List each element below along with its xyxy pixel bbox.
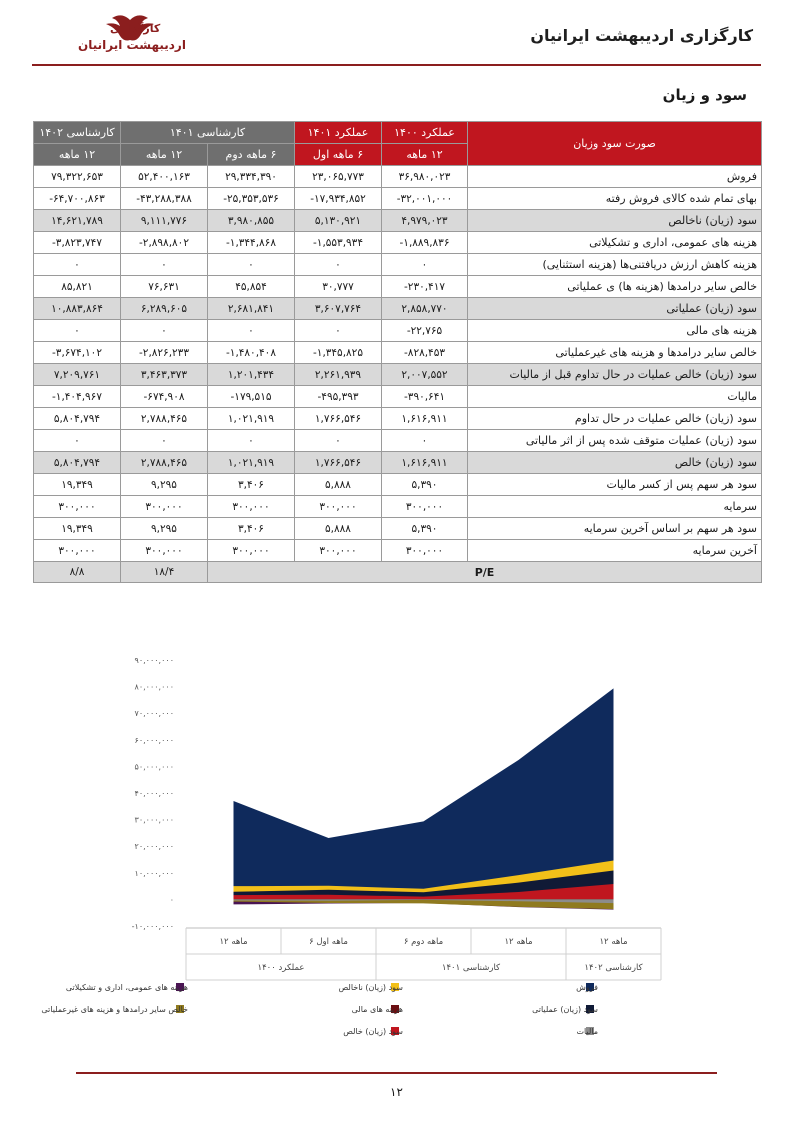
row-value: -۴۳,۲۸۸,۳۸۸	[121, 188, 208, 210]
x-tick-label: ۱۲ ماهه	[599, 937, 628, 947]
x-group-label: کارشناسی ۱۴۰۱	[441, 963, 501, 973]
row-value: ۷,۲۰۹,۷۶۱	[34, 364, 121, 386]
table-row	[34, 430, 762, 452]
row-value: -۶۷۴,۹۰۸	[121, 386, 208, 408]
company-name: کارگزاری اردیبهشت ایرانیان	[530, 26, 753, 45]
legend-label: خالص سایر درامدها و هزینه های غیرعملیاتی	[41, 1005, 188, 1014]
table-row	[34, 386, 762, 408]
row-value: ۳۰۰,۰۰۰	[121, 496, 208, 518]
row-value: ۱,۷۶۶,۵۴۶	[295, 408, 382, 430]
row-label: سود (زیان) خالص عملیات در حال تداوم قبل از مالیات	[468, 364, 762, 386]
row-value: ۲,۷۸۸,۴۶۵	[121, 408, 208, 430]
period-header: ۶ ماهه اول	[295, 144, 382, 166]
row-value: -۳,۸۲۳,۷۴۷	[34, 232, 121, 254]
group-header-1401-actual: عملکرد ۱۴۰۱	[295, 122, 382, 144]
row-value: ۴۵,۸۵۴	[208, 276, 295, 298]
row-value: ۳۰۰,۰۰۰	[382, 496, 468, 518]
row-value: -۱۷۹,۵۱۵	[208, 386, 295, 408]
row-value: ۲,۷۸۸,۴۶۵	[121, 452, 208, 474]
table-row	[34, 210, 762, 232]
period-header: ۱۲ ماهه	[121, 144, 208, 166]
y-tick-label: -۱۰,۰۰۰,۰۰۰	[131, 922, 174, 931]
y-tick-label: ۴۰,۰۰۰,۰۰۰	[134, 789, 174, 798]
period-header: ۱۲ ماهه	[34, 144, 121, 166]
y-tick-label: ۱۰,۰۰۰,۰۰۰	[134, 868, 174, 878]
table-row	[34, 540, 762, 562]
period-header: ۶ ماهه دوم	[208, 144, 295, 166]
row-value: ۵,۸۸۸	[295, 518, 382, 540]
x-group-label: کارشناسی ۱۴۰۲	[584, 963, 643, 973]
row-value: -۳۲,۰۰۱,۰۰۰	[382, 188, 468, 210]
pe-value-1402: ۸/۸	[34, 562, 121, 583]
x-group-label: عملکرد ۱۴۰۰	[257, 963, 305, 973]
row-value: ۰	[208, 430, 295, 452]
table-row	[34, 276, 762, 298]
row-value: ۱,۰۲۱,۹۱۹	[208, 452, 295, 474]
row-value: ۵,۸۰۴,۷۹۴	[34, 452, 121, 474]
row-value: ۰	[121, 430, 208, 452]
row-label: سود (زیان) عملیاتی	[468, 298, 762, 320]
legend-label: فروش	[576, 983, 598, 992]
legend-label: سود (زیان) ناخالص	[338, 983, 403, 992]
row-value: ۰	[121, 320, 208, 342]
legend-label: مالیات	[576, 1027, 598, 1036]
row-value: -۲,۸۹۸,۸۰۲	[121, 232, 208, 254]
row-value: ۲۹,۳۳۴,۳۹۰	[208, 166, 295, 188]
page-number: ۱۲	[390, 1085, 403, 1099]
row-label: سود (زیان) عملیات متوقف شده پس از اثر مالیاتی	[468, 430, 762, 452]
row-value: -۴۹۵,۳۹۳	[295, 386, 382, 408]
row-value: ۲,۶۸۱,۸۴۱	[208, 298, 295, 320]
row-value: ۳,۶۰۷,۷۶۴	[295, 298, 382, 320]
pe-value-1401: ۱۸/۴	[121, 562, 208, 583]
row-label: سود هر سهم پس از کسر مالیات	[468, 474, 762, 496]
x-tick-label: ۱۲ ماهه	[504, 937, 533, 947]
row-value: ۰	[34, 430, 121, 452]
table-row	[34, 496, 762, 518]
pe-row	[34, 562, 762, 583]
row-value: -۱,۵۵۳,۹۳۴	[295, 232, 382, 254]
row-label: مالیات	[468, 386, 762, 408]
row-value: ۵,۸۰۴,۷۹۴	[34, 408, 121, 430]
row-value: ۳۰۰,۰۰۰	[295, 540, 382, 562]
group-header-1401-forecast: کارشناسی ۱۴۰۱	[121, 122, 295, 144]
row-value: ۰	[34, 254, 121, 276]
row-value: ۳,۹۸۰,۸۵۵	[208, 210, 295, 232]
y-tick-label: ۳۰,۰۰۰,۰۰۰	[134, 815, 174, 825]
row-value: ۰	[121, 254, 208, 276]
area-series	[234, 688, 614, 899]
x-tick-label: ۶ ماهه دوم	[403, 937, 444, 947]
table-row	[34, 474, 762, 496]
row-value: ۲,۲۶۱,۹۳۹	[295, 364, 382, 386]
y-tick-label: ۵۰,۰۰۰,۰۰۰	[134, 762, 174, 772]
row-value: ۳۰۰,۰۰۰	[121, 540, 208, 562]
row-value: -۱,۳۴۴,۸۶۸	[208, 232, 295, 254]
y-tick-label: ۲۰,۰۰۰,۰۰۰	[134, 842, 174, 852]
row-value: ۳۰۰,۰۰۰	[382, 540, 468, 562]
row-value: ۱,۷۶۶,۵۴۶	[295, 452, 382, 474]
group-header-1400: عملکرد ۱۴۰۰	[382, 122, 468, 144]
row-value: -۶۴,۷۰۰,۸۶۳	[34, 188, 121, 210]
table-row	[34, 298, 762, 320]
section-title: سود و زیان	[662, 86, 747, 104]
row-value: -۸۲۸,۴۵۳	[382, 342, 468, 364]
table-row	[34, 452, 762, 474]
row-value: ۳۰۰,۰۰۰	[208, 496, 295, 518]
row-value: -۱,۴۰۴,۹۶۷	[34, 386, 121, 408]
y-tick-label: ۶۰,۰۰۰,۰۰۰	[134, 735, 174, 745]
row-value: ۱,۶۱۶,۹۱۱	[382, 408, 468, 430]
table-row	[34, 232, 762, 254]
row-label: سود هر سهم بر اساس آخرین سرمایه	[468, 518, 762, 540]
row-value: ۴,۹۷۹,۰۲۳	[382, 210, 468, 232]
row-label: سرمایه	[468, 496, 762, 518]
row-value: ۱,۲۰۱,۴۳۴	[208, 364, 295, 386]
x-tick-label: ۱۲ ماهه	[219, 937, 248, 947]
row-label: سود (زیان) خالص	[468, 452, 762, 474]
row-value: ۳۰۰,۰۰۰	[295, 496, 382, 518]
row-label: هزینه های مالی	[468, 320, 762, 342]
pe-label: P/E	[208, 562, 762, 583]
row-label: فروش	[468, 166, 762, 188]
row-value: ۷۶,۶۳۱	[121, 276, 208, 298]
row-value: ۷۹,۳۲۲,۶۵۳	[34, 166, 121, 188]
row-value: ۱۹,۳۴۹	[34, 474, 121, 496]
row-value: ۸۵,۸۲۱	[34, 276, 121, 298]
row-value: -۲۵,۳۵۳,۵۳۶	[208, 188, 295, 210]
table-label-header: صورت سود وزیان	[468, 122, 762, 166]
row-value: ۱۹,۳۴۹	[34, 518, 121, 540]
row-value: ۰	[208, 320, 295, 342]
row-value: ۵,۸۸۸	[295, 474, 382, 496]
table-row	[34, 254, 762, 276]
row-value: ۲,۸۵۸,۷۷۰	[382, 298, 468, 320]
footer-divider	[76, 1072, 717, 1074]
row-value: ۵,۳۹۰	[382, 474, 468, 496]
row-label: خالص سایر درامدها (هزینه ها) ی عملیاتی	[468, 276, 762, 298]
period-header: ۱۲ ماهه	[382, 144, 468, 166]
row-value: ۰	[295, 430, 382, 452]
row-value: ۰	[382, 254, 468, 276]
legend-label: سود (زیان) خالص	[343, 1027, 403, 1036]
row-value: ۰	[295, 254, 382, 276]
table-row	[34, 320, 762, 342]
row-value: ۹,۲۹۵	[121, 474, 208, 496]
row-label: بهای تمام شده کالای فروش رفته	[468, 188, 762, 210]
page-header	[0, 0, 793, 80]
row-value: ۹,۱۱۱,۷۷۶	[121, 210, 208, 232]
group-header-1402-forecast: کارشناسی ۱۴۰۲	[34, 122, 121, 144]
row-value: ۳,۴۰۶	[208, 474, 295, 496]
y-tick-label: ۷۰,۰۰۰,۰۰۰	[134, 709, 174, 719]
y-tick-label: ۰	[169, 895, 174, 905]
row-value: ۳,۴۰۶	[208, 518, 295, 540]
header-divider	[32, 64, 761, 66]
row-value: ۱,۰۲۱,۹۱۹	[208, 408, 295, 430]
row-value: ۰	[295, 320, 382, 342]
row-label: هزینه کاهش ارزش دریافتنی‌ها (هزینه استثنایی)	[468, 254, 762, 276]
row-value: ۰	[382, 430, 468, 452]
row-value: -۱,۴۸۰,۴۰۸	[208, 342, 295, 364]
row-value: ۲۳,۰۶۵,۷۷۳	[295, 166, 382, 188]
row-value: ۰	[208, 254, 295, 276]
row-value: ۵۲,۴۰۰,۱۶۳	[121, 166, 208, 188]
row-value: ۳۰,۷۷۷	[295, 276, 382, 298]
row-value: ۶,۲۸۹,۶۰۵	[121, 298, 208, 320]
row-label: خالص سایر درامدها و هزینه های غیرعملیاتی	[468, 342, 762, 364]
row-value: -۲۲,۷۶۵	[382, 320, 468, 342]
table-row	[34, 188, 762, 210]
row-value: ۵,۱۳۰,۹۲۱	[295, 210, 382, 232]
table-row	[34, 364, 762, 386]
legend-label: سود (زیان) عملیاتی	[532, 1005, 598, 1014]
y-tick-label: ۸۰,۰۰۰,۰۰۰	[134, 682, 174, 692]
company-logo	[68, 10, 188, 62]
y-tick-label: ۹۰,۰۰۰,۰۰۰	[134, 656, 174, 665]
row-value: -۱۷,۹۳۴,۸۵۲	[295, 188, 382, 210]
row-value: -۱,۳۴۵,۸۲۵	[295, 342, 382, 364]
row-value: -۳۹۰,۶۴۱	[382, 386, 468, 408]
row-label: هزینه های عمومی، اداری و تشکیلاتی	[468, 232, 762, 254]
row-value: ۹,۲۹۵	[121, 518, 208, 540]
row-value: -۳,۶۷۴,۱۰۲	[34, 342, 121, 364]
legend-label: هزینه های عمومی، اداری و تشکیلاتی	[65, 983, 188, 992]
table-row	[34, 342, 762, 364]
bull-logo-icon	[68, 10, 188, 62]
row-value: ۵,۳۹۰	[382, 518, 468, 540]
row-label: سود (زیان) خالص عملیات در حال تداوم	[468, 408, 762, 430]
x-tick-label: ۶ ماهه اول	[309, 937, 348, 947]
logo-line2: اردیبهشت ایرانیان	[78, 38, 186, 52]
row-value: ۳۰۰,۰۰۰	[34, 540, 121, 562]
logo-line1: کارگزاری	[110, 22, 161, 35]
table-row	[34, 518, 762, 540]
row-value: ۱,۶۱۶,۹۱۱	[382, 452, 468, 474]
row-value: ۱۰,۸۸۳,۸۶۴	[34, 298, 121, 320]
row-value: ۳,۴۶۳,۳۷۳	[121, 364, 208, 386]
row-value: -۲,۸۲۶,۲۳۳	[121, 342, 208, 364]
legend-label: هزینه های مالی	[351, 1005, 403, 1014]
row-value: -۱,۸۸۹,۸۳۶	[382, 232, 468, 254]
row-value: ۳۶,۹۸۰,۰۲۳	[382, 166, 468, 188]
row-value: -۲۳۰,۴۱۷	[382, 276, 468, 298]
row-label: سود (زیان) ناخالص	[468, 210, 762, 232]
row-value: ۰	[34, 320, 121, 342]
row-value: ۳۰۰,۰۰۰	[34, 496, 121, 518]
income-area-chart	[41, 648, 696, 1048]
income-statement-table	[33, 121, 762, 583]
row-value: ۱۴,۶۲۱,۷۸۹	[34, 210, 121, 232]
row-label: آخرین سرمایه	[468, 540, 762, 562]
row-value: ۲,۰۰۷,۵۵۲	[382, 364, 468, 386]
table-row	[34, 166, 762, 188]
row-value: ۳۰۰,۰۰۰	[208, 540, 295, 562]
table-row	[34, 408, 762, 430]
